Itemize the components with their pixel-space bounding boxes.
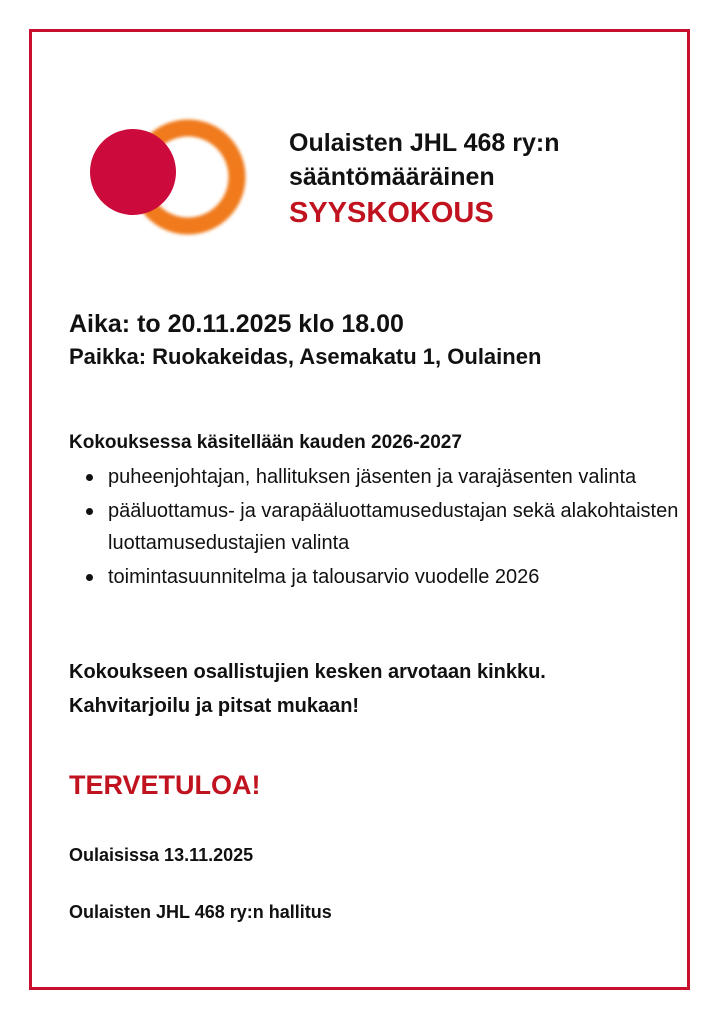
agenda-item-text: toimintasuunnitelma ja talousarvio vuodelle 2026	[108, 566, 540, 588]
meeting-title	[289, 126, 559, 232]
notice-raffle: Kokoukseen osallistujien kesken arvotaan kinkku.	[69, 661, 546, 683]
agenda-item-text: pääluottamus- ja varapääluottamusedustajan sekä alakohtaisten luottamusedustajien valinta	[108, 500, 679, 554]
notice	[69, 655, 546, 723]
jhl-logo-icon	[85, 112, 250, 242]
agenda-item	[69, 495, 679, 559]
agenda	[69, 429, 679, 595]
meeting-place: Paikka: Ruokakeidas, Asemakatu 1, Oulainen	[69, 344, 542, 369]
meeting-time: Aika: to 20.11.2025 klo 18.00	[69, 310, 404, 338]
bullet-icon	[86, 474, 93, 481]
meeting-details	[69, 308, 541, 374]
notice-refreshments: Kahvitarjoilu ja pitsat mukaan!	[69, 695, 360, 717]
signature-date: Oulaisissa 13.11.2025	[69, 845, 254, 865]
agenda-item	[69, 461, 679, 493]
title-line-meeting: SYYSKOKOUS	[289, 197, 494, 229]
agenda-item-text: puheenjohtajan, hallituksen jäsenten ja varajäsenten valinta	[108, 466, 637, 488]
red-disc	[90, 129, 176, 215]
bullet-icon	[86, 508, 93, 515]
title-line-association: Oulaisten JHL 468 ry:n	[289, 129, 560, 157]
agenda-item	[69, 561, 679, 593]
welcome-text: TERVETULOA!	[69, 770, 261, 800]
title-line-regular: sääntömääräinen	[289, 163, 495, 191]
agenda-heading: Kokouksessa käsitellään kauden 2026-2027	[69, 432, 462, 453]
bullet-icon	[86, 574, 93, 581]
agenda-list	[69, 461, 679, 593]
signature-board: Oulaisten JHL 468 ry:n hallitus	[69, 902, 332, 922]
